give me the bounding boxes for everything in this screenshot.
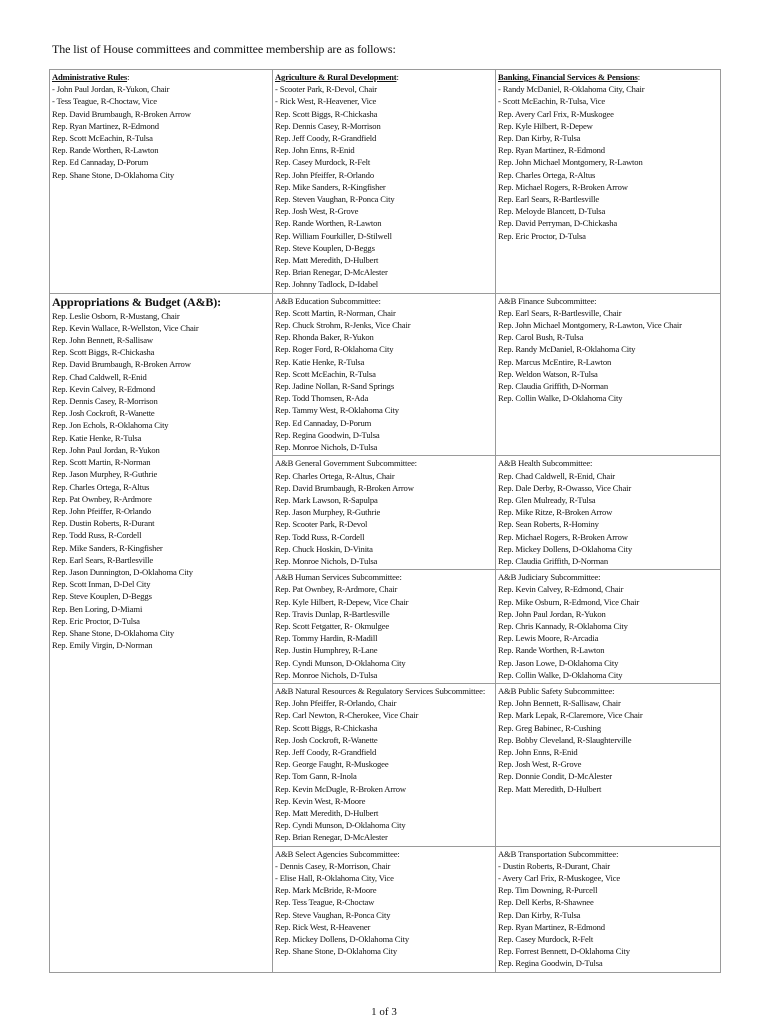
committee-member: Rep. Pat Ownbey, R-Ardmore, Chair — [275, 584, 398, 595]
committee-member: Rep. Ryan Martinez, R-Edmond — [52, 120, 159, 131]
committee-title-text: Agriculture & Rural Development — [275, 72, 397, 82]
committee-member: Rep. Jason Murphey, R-Guthrie — [52, 469, 158, 480]
committee-member: Rep. Steve Kouplen, D-Beggs — [52, 591, 152, 602]
committee-member: Rep. Dustin Roberts, R-Durant — [52, 518, 155, 529]
committee-row — [50, 293, 721, 456]
committee-title — [498, 457, 718, 469]
committee-member: - Scott McEachin, R-Tulsa, Vice — [498, 96, 606, 107]
committee-member: Rep. Casey Murdock, R-Felt — [275, 157, 371, 168]
committee-cell — [496, 683, 721, 846]
committee-member: Rep. Dan Kirby, R-Tulsa — [498, 133, 581, 144]
committee-member: Rep. Earl Sears, R-Bartlesville — [52, 554, 154, 565]
committee-member: Rep. Ryan Martinez, R-Edmond — [498, 921, 605, 932]
committee-member: Rep. David Brumbaugh, R-Broken Arrow — [275, 482, 414, 493]
committee-member: Rep. John Paul Jordan, R-Yukon — [498, 608, 606, 619]
committee-member: Rep. Scott Biggs, R-Chickasha — [52, 347, 155, 358]
committee-member: Rep. Cyndi Munson, D-Oklahoma City — [275, 820, 406, 831]
committee-member: Rep. Michael Rogers, R-Broken Arrow — [498, 181, 628, 192]
committee-member: Rep. Eric Proctor, D-Tulsa — [498, 230, 586, 241]
committee-member: Rep. John Pfeiffer, R-Orlando — [275, 169, 374, 180]
committee-member: Rep. Chris Kannady, R-Oklahoma City — [498, 620, 628, 631]
committee-member: Rep. Meloyde Blancett, D-Tulsa — [498, 206, 606, 217]
committee-member: Rep. Casey Murdock, R-Felt — [498, 934, 594, 945]
committee-title-text: A&B Select Agencies Subcommittee — [275, 848, 398, 859]
committee-member: Rep. Dell Kerbs, R-Shawnee — [498, 897, 594, 908]
committee-title-text: A&B Finance Subcommittee — [498, 295, 595, 306]
committee-member: Rep. Collin Walke, D-Oklahoma City — [498, 393, 623, 404]
committee-member: Rep. Josh West, R-Grove — [275, 206, 359, 217]
committee-title — [498, 295, 718, 307]
committee-title — [498, 685, 718, 697]
committee-member: Rep. Jon Echols, R-Oklahoma City — [52, 420, 169, 431]
committee-cell — [50, 70, 273, 294]
committee-member: Rep. Earl Sears, R-Bartlesville — [498, 194, 600, 205]
committee-member: Rep. Scott Biggs, R-Chickasha — [275, 108, 378, 119]
committee-member: Rep. Jeff Coody, R-Grandfield — [275, 133, 377, 144]
committee-member: Rep. Kyle Hilbert, R-Depew, Vice Chair — [275, 596, 409, 607]
committee-cell — [496, 456, 721, 570]
committee-member: Rep. Tim Downing, R-Purcell — [498, 885, 598, 896]
committee-member: Rep. Kevin McDugle, R-Broken Arrow — [275, 783, 406, 794]
committee-member: Rep. William Fourkiller, D-Stilwell — [275, 230, 392, 241]
committee-member: Rep. Matt Meredith, D-Hulbert — [498, 783, 602, 794]
committee-title-text: A&B Education Subcommittee — [275, 295, 379, 306]
committee-member: Rep. Avery Carl Frix, R-Muskogee — [498, 108, 614, 119]
committee-member: Rep. John Pfeiffer, R-Orlando, Chair — [275, 698, 397, 709]
committee-member: Rep. John Bennett, R-Sallisaw, Chair — [498, 698, 621, 709]
committee-member: Rep. Katie Henke, R-Tulsa — [52, 432, 142, 443]
committee-title-suffix: : — [127, 72, 130, 82]
committee-member: Rep. Sean Roberts, R-Hominy — [498, 519, 599, 530]
committee-member: Rep. Johnny Tadlock, D-Idabel — [275, 279, 379, 290]
committee-member: Rep. Brian Renegar, D-McAlester — [275, 267, 388, 278]
committee-member: Rep. Scott McEachin, R-Tulsa — [52, 133, 153, 144]
committees-table — [49, 69, 721, 973]
committee-member: Rep. Monroe Nichols, D-Tulsa — [275, 669, 378, 680]
committee-member: Rep. Claudia Griffith, D-Norman — [498, 381, 608, 392]
committee-member: - John Paul Jordan, R-Yukon, Chair — [52, 84, 170, 95]
committee-member: Rep. David Brumbaugh, R-Broken Arrow — [52, 108, 191, 119]
committee-member: Rep. Dennis Casey, R-Morrison — [52, 396, 158, 407]
committee-member: - Randy McDaniel, R-Oklahoma City, Chair — [498, 84, 645, 95]
committee-member: Rep. Steven Vaughan, R-Ponca City — [275, 194, 395, 205]
committee-member: Rep. Pat Ownbey, R-Ardmore — [52, 493, 152, 504]
committee-title-text: A&B Health Subcommittee — [498, 458, 591, 469]
committee-member: Rep. Dale Derby, R-Owasso, Vice Chair — [498, 482, 632, 493]
committee-member: Rep. Kevin Calvey, R-Edmond, Chair — [498, 584, 624, 595]
committee-member: Rep. Scott Inman, D-Del City — [52, 579, 151, 590]
committee-title-suffix: : — [217, 294, 221, 309]
committee-member: Rep. Weldon Watson, R-Tulsa — [498, 368, 598, 379]
committee-member: Rep. Mickey Dollens, D-Oklahoma City — [498, 543, 632, 554]
committee-member: Rep. Cyndi Munson, D-Oklahoma City — [275, 657, 406, 668]
committee-member: Rep. Emily Virgin, D-Norman — [52, 640, 153, 651]
committee-member: Rep. Scott Martin, R-Norman — [52, 457, 151, 468]
committee-title-suffix: : — [637, 72, 640, 82]
committee-cell — [273, 293, 496, 456]
committee-member: Rep. Chad Caldwell, R-Enid, Chair — [498, 470, 616, 481]
committee-member: - Scooter Park, R-Devol, Chair — [275, 84, 377, 95]
committee-member: Rep. Tom Gann, R-Inola — [275, 771, 357, 782]
committee-title-suffix: : — [598, 572, 601, 583]
committee-member: Rep. Jason Murphey, R-Guthrie — [275, 507, 381, 518]
intro-text: The list of House committees and committee membership are as follows: — [52, 42, 396, 56]
committee-cell — [273, 70, 496, 294]
committee-member: Rep. Jason Lowe, D-Oklahoma City — [498, 657, 619, 668]
committee-member: Rep. Justin Humphrey, R-Lane — [275, 645, 378, 656]
committee-member: Rep. Charles Ortega, R-Altus, Chair — [275, 470, 395, 481]
committee-member: Rep. Josh Cockroft, R-Wanette — [275, 734, 378, 745]
committee-member: Rep. Mark Lawson, R-Sapulpa — [275, 494, 378, 505]
committee-member: Rep. Marcus McEntire, R-Lawton — [498, 356, 612, 367]
committee-title — [275, 71, 493, 83]
committee-cell — [273, 683, 496, 846]
committee-title-text: Appropriations & Budget (A&B) — [52, 294, 218, 309]
committee-member: Rep. John Bennett, R-Sallisaw — [52, 335, 153, 346]
committee-member: - Tess Teague, R-Choctaw, Vice — [52, 96, 157, 107]
committee-title — [498, 71, 718, 83]
committee-title — [275, 295, 493, 307]
committee-title — [275, 685, 493, 697]
committee-member: Rep. Josh West, R-Grove — [498, 759, 582, 770]
committee-member: Rep. Rick West, R-Heavener — [275, 921, 371, 932]
committee-title-suffix: : — [414, 458, 417, 469]
committee-member: Rep. John Pfeiffer, R-Orlando — [52, 505, 151, 516]
committee-member: - Avery Carl Frix, R-Muskogee, Vice — [498, 873, 621, 883]
committee-member: Rep. Regina Goodwin, D-Tulsa — [275, 429, 380, 440]
committee-member: - Elise Hall, R-Oklahoma City, Vice — [275, 873, 394, 883]
committee-member: Rep. Rhonda Baker, R-Yukon — [275, 332, 374, 343]
committee-member: Rep. Jason Dunnington, D-Oklahoma City — [52, 566, 193, 577]
committee-member: Rep. Shane Stone, D-Oklahoma City — [52, 169, 175, 180]
committee-member: Rep. Josh Cockroft, R-Wanette — [52, 408, 155, 419]
committee-member: Rep. Ryan Martinez, R-Edmond — [498, 145, 605, 156]
committee-title-suffix: : — [590, 458, 593, 469]
committee-member: Rep. Monroe Nichols, D-Tulsa — [275, 555, 378, 566]
committee-member: Rep. Kevin Calvey, R-Edmond — [52, 383, 156, 394]
committee-member: - Rick West, R-Heavener, Vice — [275, 96, 377, 107]
committee-member: Rep. Scott Biggs, R-Chickasha — [275, 722, 378, 733]
committee-title-suffix: : — [594, 295, 597, 306]
committee-member: Rep. Tammy West, R-Oklahoma City — [275, 405, 399, 416]
committee-member: Rep. Roger Ford, R-Oklahoma City — [275, 344, 394, 355]
committee-member: Rep. Monroe Nichols, D-Tulsa — [275, 442, 378, 453]
committee-member: Rep. John Michael Montgomery, R-Lawton, Vice Chair — [498, 320, 682, 331]
committee-member: Rep. Mike Sanders, R-Kingfisher — [52, 542, 163, 553]
committee-title-text: Administrative Rules — [52, 72, 128, 82]
committee-member: Rep. Mark Lepak, R-Claremore, Vice Chair — [498, 710, 643, 721]
committee-member: Rep. Scott Martin, R-Norman, Chair — [275, 307, 396, 318]
committee-member: Rep. Leslie Osborn, R-Mustang, Chair — [52, 310, 180, 321]
committee-title-text: A&B Human Services Subcommittee — [275, 572, 400, 583]
committee-member: Rep. Todd Russ, R-Cordell — [52, 530, 142, 541]
committee-title-suffix: : — [396, 72, 399, 82]
committee-member: Rep. Scott McEachin, R-Tulsa — [275, 368, 376, 379]
committee-member: Rep. Dan Kirby, R-Tulsa — [498, 909, 581, 920]
committee-title-suffix: : — [616, 848, 619, 859]
committee-member: Rep. Rande Worthen, R-Lawton — [498, 645, 605, 656]
committee-member: Rep. Bobby Cleveland, R-Slaughterville — [498, 734, 632, 745]
committee-title — [498, 571, 718, 583]
committee-member: Rep. Forrest Bennett, D-Oklahoma City — [498, 946, 630, 957]
committee-member: Rep. Greg Babinec, R-Cushing — [498, 722, 601, 733]
committee-member: Rep. Katie Henke, R-Tulsa — [275, 356, 365, 367]
committee-member: Rep. Chad Caldwell, R-Enid — [52, 371, 147, 382]
committee-member: Rep. Donnie Condit, D-McAlester — [498, 771, 612, 782]
committee-member: Rep. Ed Cannaday, D-Porum — [275, 417, 372, 428]
committee-title-text: Banking, Financial Services & Pensions — [498, 72, 638, 82]
committee-member: Rep. John Enns, R-Enid — [498, 746, 578, 757]
committee-title-text: A&B Public Safety Subcommittee — [498, 685, 613, 696]
committee-member: Rep. Randy McDaniel, R-Oklahoma City — [498, 344, 636, 355]
committee-title — [52, 295, 270, 310]
committee-member: Rep. Collin Walke, D-Oklahoma City — [498, 669, 623, 680]
committee-member: Rep. Todd Thomsen, R-Ada — [275, 393, 369, 404]
committee-member: Rep. Kevin Wallace, R-Wellston, Vice Chair — [52, 322, 199, 333]
committee-member: - Dennis Casey, R-Morrison, Chair — [275, 860, 391, 871]
committee-member: Rep. Tess Teague, R-Choctaw — [275, 897, 375, 908]
committee-member: Rep. George Faught, R-Muskogee — [275, 759, 389, 770]
committee-member: Rep. Steve Vaughan, R-Ponca City — [275, 909, 391, 920]
committee-title-text: A&B General Government Subcommittee — [275, 458, 415, 469]
committee-member: Rep. Kyle Hilbert, R-Depew — [498, 120, 593, 131]
committee-member: Rep. Shane Stone, D-Oklahoma City — [275, 946, 398, 957]
committee-member: Rep. John Enns, R-Enid — [275, 145, 355, 156]
committee-cell — [273, 846, 496, 972]
committee-title-text: A&B Transportation Subcommittee — [498, 848, 617, 859]
committee-member: Rep. Charles Ortega, R-Altus — [52, 481, 150, 492]
committee-title — [275, 571, 493, 583]
committee-member: Rep. John Paul Jordan, R-Yukon — [52, 444, 160, 455]
committee-title — [275, 848, 493, 860]
committee-member: Rep. Jeff Coody, R-Grandfield — [275, 746, 377, 757]
committee-member: Rep. Earl Sears, R-Bartlesville, Chair — [498, 307, 622, 318]
committee-title-suffix: : — [378, 295, 381, 306]
committee-member: Rep. Chuck Hoskin, D-Vinita — [275, 543, 373, 554]
page-number: 1 of 3 — [371, 1006, 397, 1018]
committee-member: - Dustin Roberts, R-Durant, Chair — [498, 860, 611, 871]
committee-member: Rep. Eric Proctor, D-Tulsa — [52, 615, 140, 626]
committee-member: Rep. Ben Loring, D-Miami — [52, 603, 143, 614]
committee-member: Rep. Brian Renegar, D-McAlester — [275, 832, 388, 843]
committee-member: Rep. Jadine Nollan, R-Sand Springs — [275, 381, 395, 392]
committee-cell — [496, 570, 721, 684]
committee-member: Rep. Todd Russ, R-Cordell — [275, 531, 365, 542]
committee-member: Rep. Ed Cannaday, D-Porum — [52, 157, 149, 168]
committee-member: Rep. Scooter Park, R-Devol — [275, 519, 368, 530]
committee-cell — [496, 70, 721, 294]
committee-member: Rep. Chuck Strohm, R-Jenks, Vice Chair — [275, 320, 411, 331]
committee-title-suffix: : — [397, 848, 400, 859]
committee-member: Rep. Rande Worthen, R-Lawton — [275, 218, 382, 229]
committee-member: Rep. Kevin West, R-Moore — [275, 795, 366, 806]
committee-title-text: A&B Natural Resources & Regulatory Services Subcommittee — [275, 685, 483, 696]
committee-cell — [273, 456, 496, 570]
committee-row — [50, 70, 721, 294]
committee-title — [52, 71, 270, 83]
committee-cell — [496, 293, 721, 456]
committee-member: Rep. Steve Kouplen, D-Beggs — [275, 242, 375, 253]
committee-member: Rep. Mike Sanders, R-Kingfisher — [275, 181, 386, 192]
committee-member: Rep. Matt Meredith, D-Hulbert — [275, 255, 379, 266]
committee-title-suffix: : — [482, 685, 486, 696]
committee-member: Rep. Dennis Casey, R-Morrison — [275, 120, 381, 131]
committee-title-suffix: : — [612, 685, 615, 696]
committee-cell — [496, 846, 721, 972]
committee-member: Rep. David Brumbaugh, R-Broken Arrow — [52, 359, 191, 370]
committee-member: Rep. Carl Newton, R-Cherokee, Vice Chair — [275, 710, 419, 721]
committee-member: Rep. Michael Rogers, R-Broken Arrow — [498, 531, 628, 542]
committee-cell — [273, 570, 496, 684]
committee-cell — [50, 293, 273, 972]
committee-member: Rep. Scott Fetgatter, R- Okmulgee — [275, 620, 390, 631]
committee-member: Rep. Mickey Dollens, D-Oklahoma City — [275, 934, 409, 945]
committee-member: Rep. John Michael Montgomery, R-Lawton — [498, 157, 643, 168]
committee-member: Rep. Claudia Griffith, D-Norman — [498, 555, 608, 566]
committee-member: Rep. Mike Ritze, R-Broken Arrow — [498, 507, 613, 518]
committee-member: Rep. David Perryman, D-Chickasha — [498, 218, 618, 229]
committee-title-text: A&B Judiciary Subcommittee — [498, 572, 599, 583]
committee-member: Rep. Mark McBride, R-Moore — [275, 885, 377, 896]
committee-member: Rep. Matt Meredith, D-Hulbert — [275, 807, 379, 818]
committee-member: Rep. Charles Ortega, R-Altus — [498, 169, 596, 180]
committee-member: Rep. Mike Osburn, R-Edmond, Vice Chair — [498, 596, 640, 607]
committee-member: Rep. Travis Dunlap, R-Bartlesville — [275, 608, 390, 619]
committee-title — [275, 457, 493, 469]
committee-member: Rep. Glen Mulready, R-Tulsa — [498, 494, 596, 505]
committee-member: Rep. Carol Bush, R-Tulsa — [498, 332, 584, 343]
committee-member: Rep. Lewis Moore, R-Arcadia — [498, 633, 599, 644]
committee-member: Rep. Shane Stone, D-Oklahoma City — [52, 627, 175, 638]
committee-member: Rep. Regina Goodwin, D-Tulsa — [498, 958, 603, 969]
committee-title — [498, 848, 718, 860]
committee-member: Rep. Rande Worthen, R-Lawton — [52, 145, 159, 156]
committee-title-suffix: : — [399, 572, 402, 583]
committee-member: Rep. Tommy Hardin, R-Madill — [275, 633, 378, 644]
